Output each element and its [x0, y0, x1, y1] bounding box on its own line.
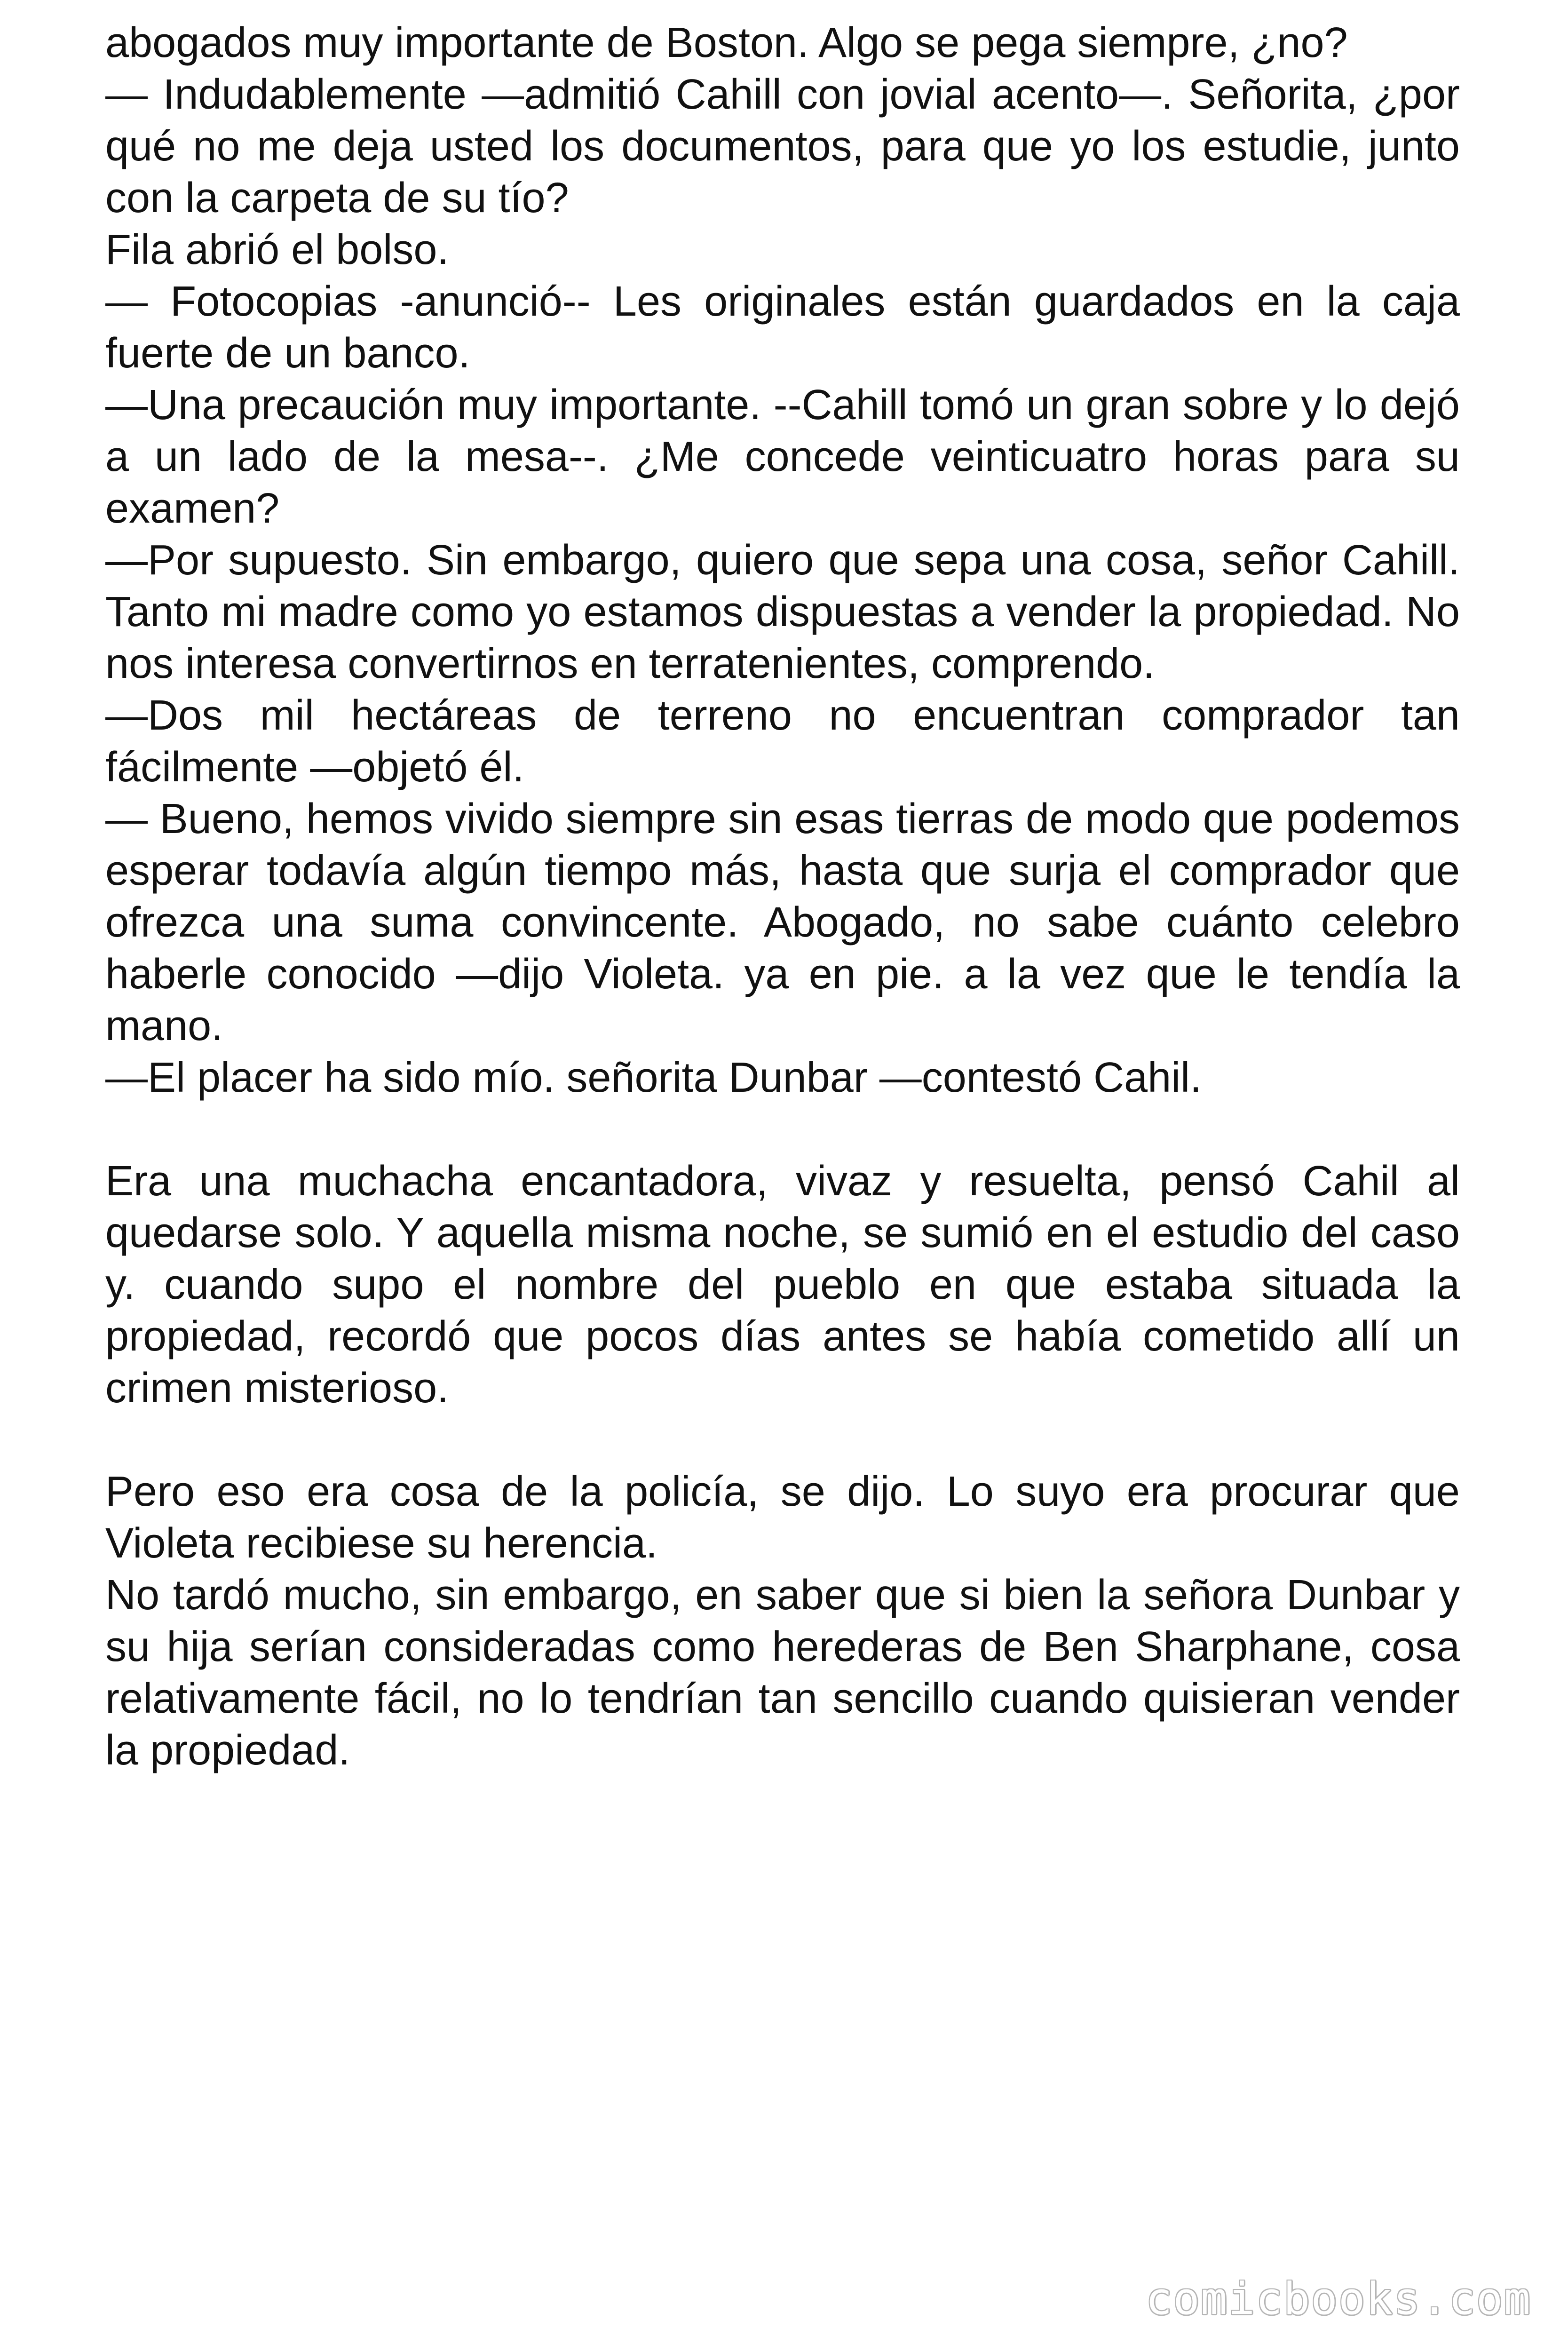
paragraph: —Dos mil hectáreas de terreno no encuentran comprador tan fácilmente —objetó él. [105, 692, 1460, 791]
paragraph: Pero eso era cosa de la policía, se dijo. Lo suyo era procurar que Violeta recibiese su herencia. [105, 1468, 1460, 1567]
paragraph: Era una muchacha encantadora, vivaz y resuelta, pensó Cahil al quedarse solo. Y aquella misma noche, se sumió en el estudio del caso y. cuando supo el nombre del pueblo en que estaba situada la propiedad, recordó que pocos días antes se había cometido allí un crimen misterioso. [105, 1158, 1460, 1412]
watermark: comicbooks.com [1145, 2273, 1531, 2325]
paragraph: — Bueno, hemos vivido siempre sin esas tierras de modo que podemos esperar todavía algún tiempo más, hasta que surja el comprador que ofrezca una suma convincente. Abogado, no sabe cuánto celebro haberle conocido —dijo Violeta. ya en pie. a la vez que le tendía la mano. [105, 795, 1460, 1049]
paragraph: —El placer ha sido mío. señorita Dunbar —contestó Cahil. [105, 1054, 1202, 1101]
paragraph: No tardó mucho, sin embargo, en saber que si bien la señora Dunbar y su hija serían consideradas como herederas de Ben Sharphane, cosa relativamente fácil, no lo tendrían tan sencillo cuando quisieran vender la propiedad. [105, 1572, 1460, 1774]
paragraph: — Indudablemente —admitió Cahill con jovial acento—. Señorita, ¿por qué no me deja usted los documentos, para que yo los estudie, junto con la carpeta de su tío? [105, 71, 1460, 222]
paragraph: Fila abrió el bolso. [105, 226, 449, 273]
paragraph: — Fotocopias -anunció-- Les originales están guardados en la caja fuerte de un banco. [105, 278, 1460, 377]
paragraph: —Por supuesto. Sin embargo, quiero que sepa una cosa, señor Cahill. Tanto mi madre como yo estamos dispuestas a vender la propiedad. No nos interesa convertirnos en terratenientes, comprendo. [105, 537, 1460, 687]
paragraph: abogados muy importante de Boston. Algo se pega siempre, ¿no? [105, 19, 1348, 66]
paragraph: —Una precaución muy importante. --Cahill tomó un gran sobre y lo dejó a un lado de la mesa--. ¿Me concede veinticuatro horas para su examen? [105, 381, 1460, 532]
document-body [105, 17, 1460, 1776]
